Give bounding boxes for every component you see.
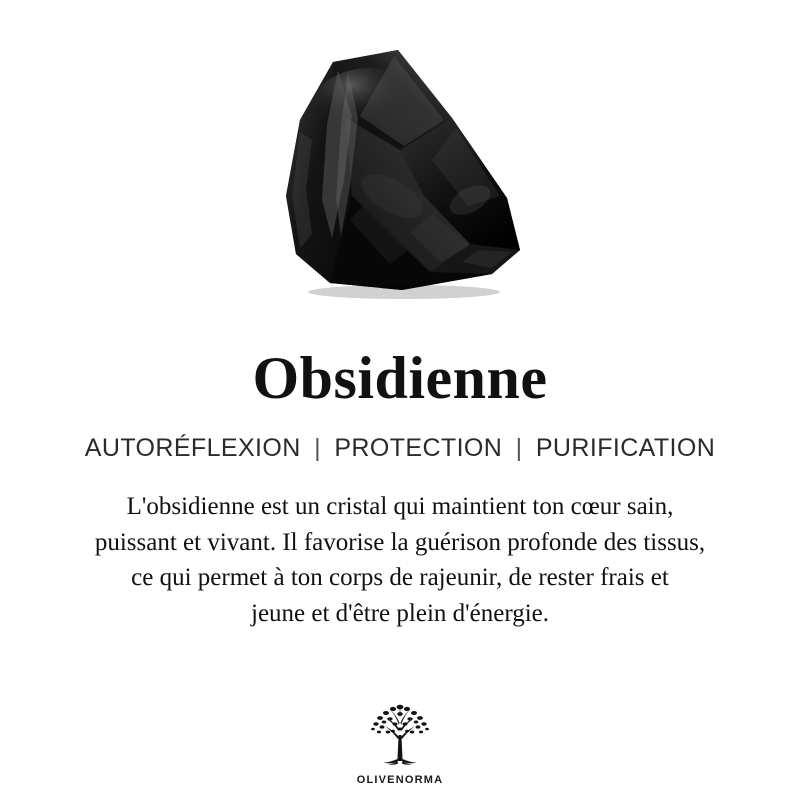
- page-title: Obsidienne: [252, 345, 548, 411]
- keyword-separator-1: |: [515, 434, 523, 462]
- keyword-item-1: PROTECTION: [334, 434, 503, 462]
- description-line-3: jeune et d'être plein d'énergie.: [251, 599, 549, 627]
- stone-image-container: [0, 0, 800, 330]
- brand-logo: [0, 699, 800, 786]
- keyword-list: [85, 434, 715, 463]
- keyword-item-0: AUTORÉFLEXION: [84, 434, 301, 462]
- description-text: [40, 489, 760, 631]
- tree-logo-icon: [357, 699, 443, 773]
- description-line-0: L'obsidienne est un cristal qui maintient ton cœur sain,: [126, 493, 674, 520]
- obsidian-stone-illustration: [0, 0, 800, 330]
- description-line-2: ce qui permet à ton corps de rajeunir, de rester frais et: [131, 564, 669, 591]
- description-line-1: puissant et vivant. Il favorise la guérison profonde des tissus,: [94, 528, 706, 556]
- keyword-item-2: PURIFICATION: [535, 434, 716, 462]
- keyword-separator-0: |: [314, 434, 321, 462]
- brand-wordmark: OLIVENORMA: [356, 774, 444, 786]
